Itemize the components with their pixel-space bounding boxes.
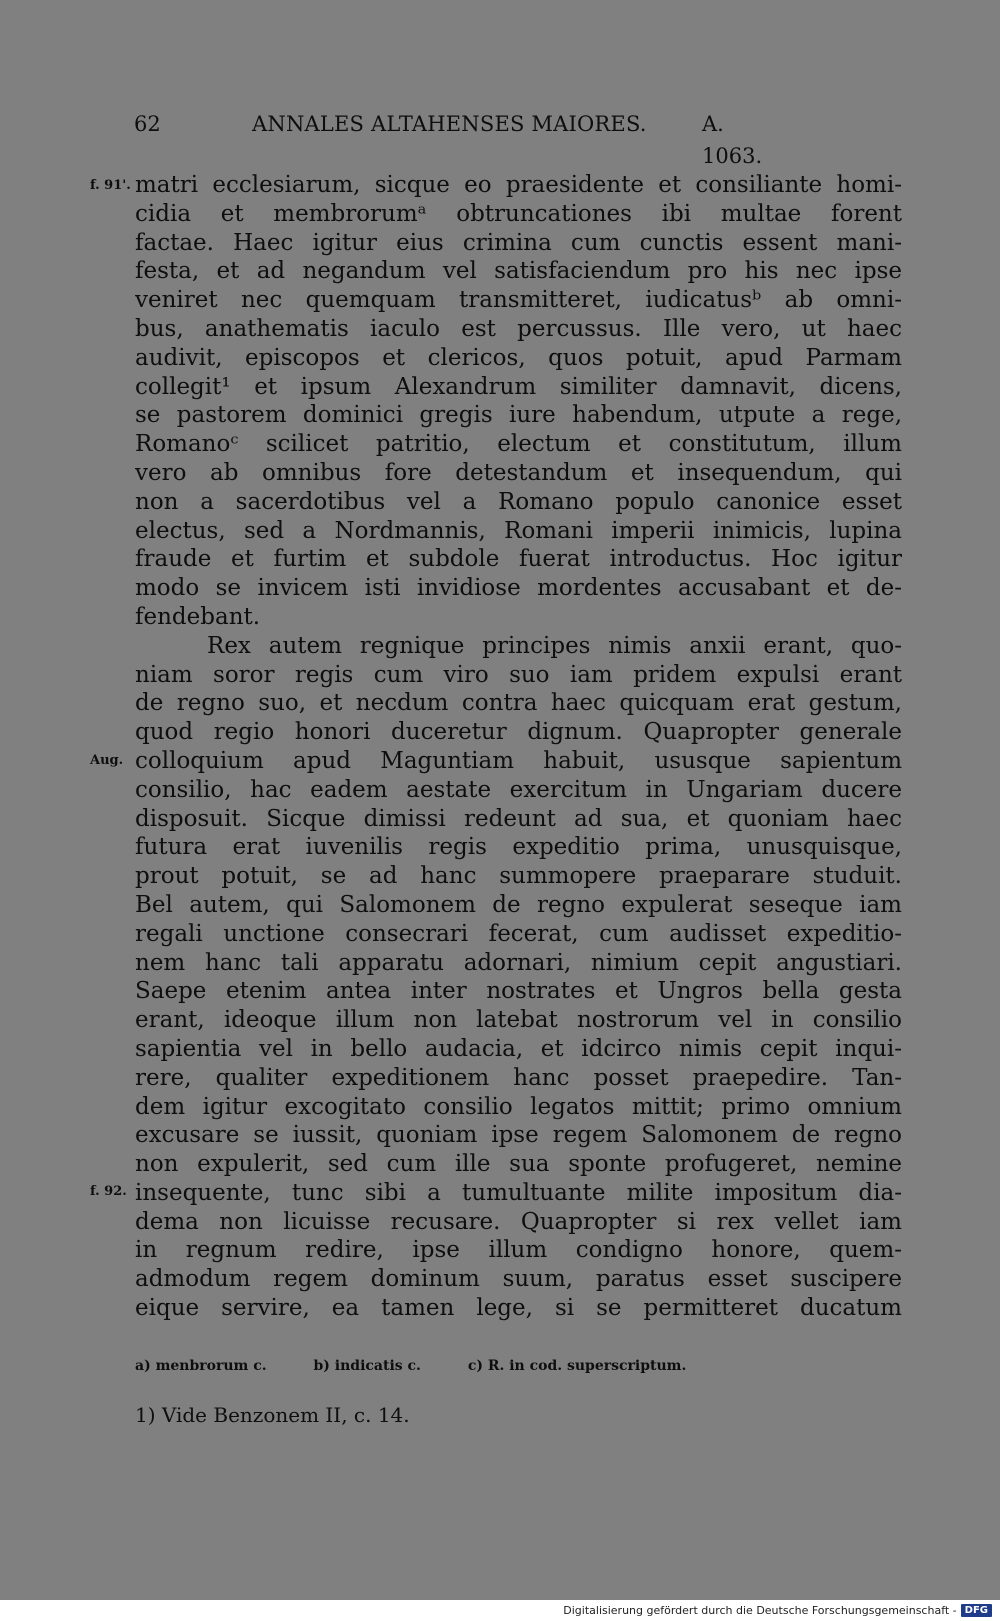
margin-note-folio-91: f. 91'. [90,178,131,193]
text-line: erant, ideoque illum non latebat nostrorum vel in consilio [135,1007,902,1034]
margin-note-aug: Aug. [90,753,124,768]
text-line: modo se invicem isti invidiose mordentes accusabant et de- [135,575,902,602]
text-line: prout potuit, se ad hanc summopere praeparare studuit. [135,863,902,890]
text-line: vero ab omnibus fore detestandum et insequendum, qui [135,459,902,486]
main-text [135,171,902,1323]
text-line: collegit¹ et ipsum Alexandrum similiter damnavit, dicens, [135,373,902,400]
text-line: veniret nec quemquam transmitteret, iudicatusᵇ ab omni- [135,287,902,314]
text-line: sapientia vel in bello audacia, et idcirco nimis cepit inqui- [135,1035,902,1062]
footnote-b: b) indicatis c. [313,1358,421,1374]
running-year: A. 1063. [702,112,763,168]
text-line: Bel autem, qui Salomonem de regno expulerat seseque iam [135,891,902,918]
text-line: in regnum redire, ipse illum condigno honore, quem- [135,1237,902,1264]
text-line: bus, anathematis iaculo est percussus. Ille vero, ut haec [135,315,902,342]
text-line: non expulerit, sed cum ille sua sponte profugeret, nemine [135,1151,902,1178]
text-line: nem hanc tali apparatu adornari, nimium cepit angustiari. [135,949,902,976]
text-line: cidia et membrorumᵃ obtruncationes ibi multae forent [135,200,902,227]
text-line: audivit, episcopos et clericos, quos potuit, apud Parmam [135,344,902,371]
text-line: festa, et ad negandum vel satisfaciendum pro his nec ipse [135,258,902,285]
text-line: Saepe etenim antea inter nostrates et Ungros bella gesta [135,978,902,1005]
text-line: excusare se iussit, quoniam ipse regem Salomonem de regno [135,1122,902,1149]
running-header [134,108,790,168]
text-line: Romanoᶜ scilicet patritio, electum et constitutum, illum [135,431,902,458]
text-line: se pastorem dominici gregis iure habendum, utpute a rege, [135,402,902,429]
text-line: quod regio honori duceretur dignum. Quapropter generale [135,719,902,746]
text-line: colloquium apud Maguntiam habuit, ususque sapientum [135,747,902,774]
text-line: rere, qualiter expeditionem hanc posset praepedire. Tan- [135,1064,902,1091]
text-line: dema non licuisse recusare. Quapropter si rex vellet iam [135,1208,902,1235]
dfg-logo: DFG [961,1604,992,1617]
text-line: electus, sed a Nordmannis, Romani imperii inimicis, lupina [135,517,902,544]
credit-text: Digitalisierung gefördert durch die Deutsche Forschungsgemeinschaft - [563,1604,957,1617]
text-line: eique servire, ea tamen lege, si se permitteret ducatum [135,1295,902,1322]
text-line: non a sacerdotibus vel a Romano populo canonice esset [135,488,902,515]
digitization-credit [563,1600,992,1621]
text-line: Rex autem regnique principes nimis anxii erant, quo- [207,632,902,659]
critical-apparatus [135,1358,728,1374]
text-line: matri ecclesiarum, sicque eo praesidente et consiliante homi- [135,172,902,198]
text-line: factae. Haec igitur eius crimina cum cunctis essent mani- [135,229,902,256]
text-line: admodum regem dominum suum, paratus esset suscipere [135,1266,902,1293]
footnote-1: 1) Vide Benzonem II, c. 14. [135,1403,410,1427]
text-line: fendebant. [135,603,261,630]
text-line: de regno suo, et necdum contra haec quicquam erat gestum, [135,690,902,717]
text-line: fraude et furtim et subdole fuerat introductus. Hoc igitur [135,546,902,573]
text-line: consilio, hac eadem aestate exercitum in Ungariam ducere [135,776,902,803]
margin-note-folio-92: f. 92. [90,1184,127,1199]
text-line: regali unctione consecrari fecerat, cum audisset expeditio- [135,920,902,947]
text-line: futura erat iuvenilis regis expeditio prima, unusquisque, [135,834,902,861]
text-line: disposuit. Sicque dimissi redeunt ad sua, et quoniam haec [135,805,902,832]
text-line: dem igitur excogitato consilio legatos mittit; primo omnium [135,1093,902,1120]
text-line: insequente, tunc sibi a tumultuante milite impositum dia- [135,1179,902,1206]
page-number: 62 [134,112,161,136]
text-line: niam soror regis cum viro suo iam pridem expulsi erant [135,661,902,688]
footnote-a: a) menbrorum c. [135,1358,267,1374]
footnote-c: c) R. in cod. superscriptum. [467,1358,687,1374]
running-title: ANNALES ALTAHENSES MAIORES. [252,112,647,136]
